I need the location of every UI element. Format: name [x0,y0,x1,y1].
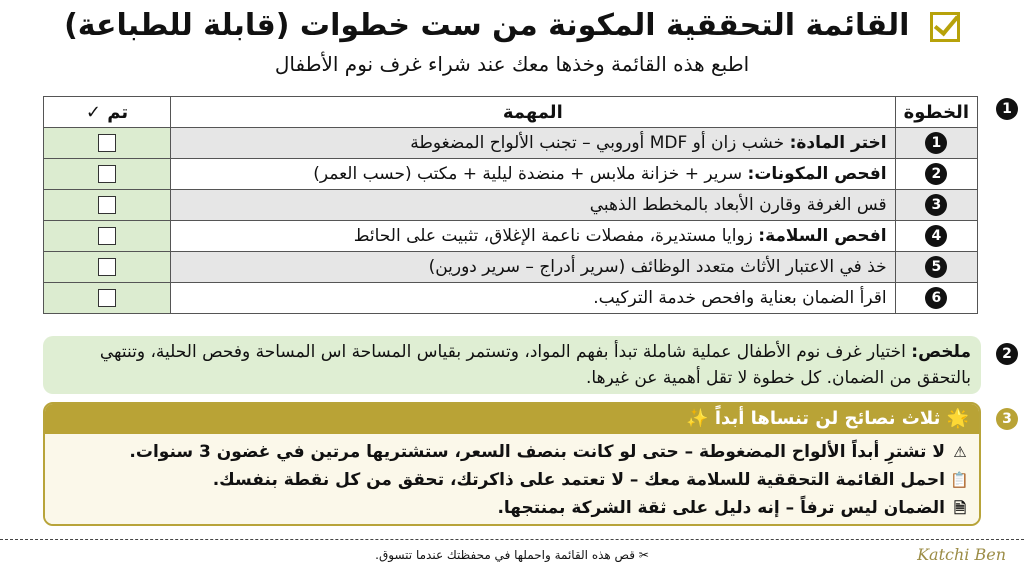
task-cell [171,190,896,221]
clipboard-icon: 📋 [950,471,969,489]
checkbox-icon [930,12,960,42]
warning-icon: ⚠ [953,443,967,461]
table-row [44,221,978,252]
task-text: زوايا مستديرة، مفصلات ناعمة الإغلاق، تثبيت على الحائط [353,226,759,246]
step-number: 4 [925,225,947,247]
cut-line [0,539,1024,540]
table-row [44,128,978,159]
table-row [44,283,978,314]
checkbox[interactable] [98,134,116,152]
task-cell [171,283,896,314]
task-label: افحص المكونات: [747,164,887,184]
checklist-table [43,96,978,314]
header-step: الخطوة [895,97,977,128]
summary-text: اختيار غرف نوم الأطفال عملية شاملة تبدأ بفهم المواد، وتستمر بقياس المساحة اس المساحة وفحص الحلية، وتنتهي بالتحقق من الضمان. كل خطوة لا تقل أهمية عن غيرها. [99,342,971,388]
table-row [44,252,978,283]
tips-title: 🌟 ثلاث نصائح لن تنساها أبداً ✨ [45,404,979,434]
summary-label: ملخص: [911,342,971,362]
tips-list [45,434,979,526]
tip-text: لا تشترِ أبداً الألواح المضغوطة – حتى لو كانت بنصف السعر، ستشتريها مرتين في غضون 3 سنوات. [129,442,945,462]
section-number-2: 2 [996,343,1018,365]
task-cell [171,252,896,283]
tip-text: احمل القائمة التحققية للسلامة معك – لا تعتمد على ذاكرتك، تحقق من كل نقطة بنفسك. [212,470,945,490]
tips-box [43,402,981,526]
step-number: 6 [925,287,947,309]
table-row [44,159,978,190]
task-cell [171,221,896,252]
section-number-1: 1 [996,98,1018,120]
task-text: اقرأ الضمان بعناية وافحص خدمة التركيب. [593,288,887,308]
step-number: 3 [925,194,947,216]
footer-note: ✂ قص هذه القائمة واحملها في محفظتك عندما تتسوق. [375,548,649,562]
task-text: سرير + خزانة ملابس + منضدة ليلية + مكتب (حسب العمر) [313,164,748,184]
section-number-3: 3 [996,408,1018,430]
tip-item [55,494,969,522]
brand-logo: Katchi Ben [917,545,1006,564]
checkbox[interactable] [98,289,116,307]
step-number: 5 [925,256,947,278]
page-title [0,6,1024,46]
checkbox[interactable] [98,227,116,245]
task-label: اختر المادة: [789,133,887,153]
page-subtitle: اطبع هذه القائمة وخذها معك عند شراء غرف نوم الأطفال [274,52,750,76]
tip-text: الضمان ليس ترفاً – إنه دليل على ثقة الشركة بمنتجها. [497,498,945,518]
header-task: المهمة [171,97,896,128]
task-text: خذ في الاعتبار الأثاث متعدد الوظائف (سرير أدراج – سرير دورين) [428,257,887,277]
summary-box [43,336,981,394]
tip-item [55,466,969,494]
checkbox[interactable] [98,196,116,214]
header-done: تم ✓ [44,97,171,128]
tip-item [55,438,969,466]
checkbox[interactable] [98,258,116,276]
checkbox[interactable] [98,165,116,183]
task-text: خشب زان أو MDF أوروبي – تجنب الألواح المضغوطة [410,133,790,153]
task-text: قس الغرفة وقارن الأبعاد بالمخطط الذهبي [589,195,887,215]
step-number: 1 [925,132,947,154]
step-number: 2 [925,163,947,185]
table-row [44,190,978,221]
document-icon: 🗎 [953,499,967,517]
task-cell [171,159,896,190]
task-cell [171,128,896,159]
task-label: افحص السلامة: [758,226,887,246]
table-header-row [44,97,978,128]
title-text: القائمة التحققية المكونة من ست خطوات (قابلة للطباعة) [64,8,910,43]
